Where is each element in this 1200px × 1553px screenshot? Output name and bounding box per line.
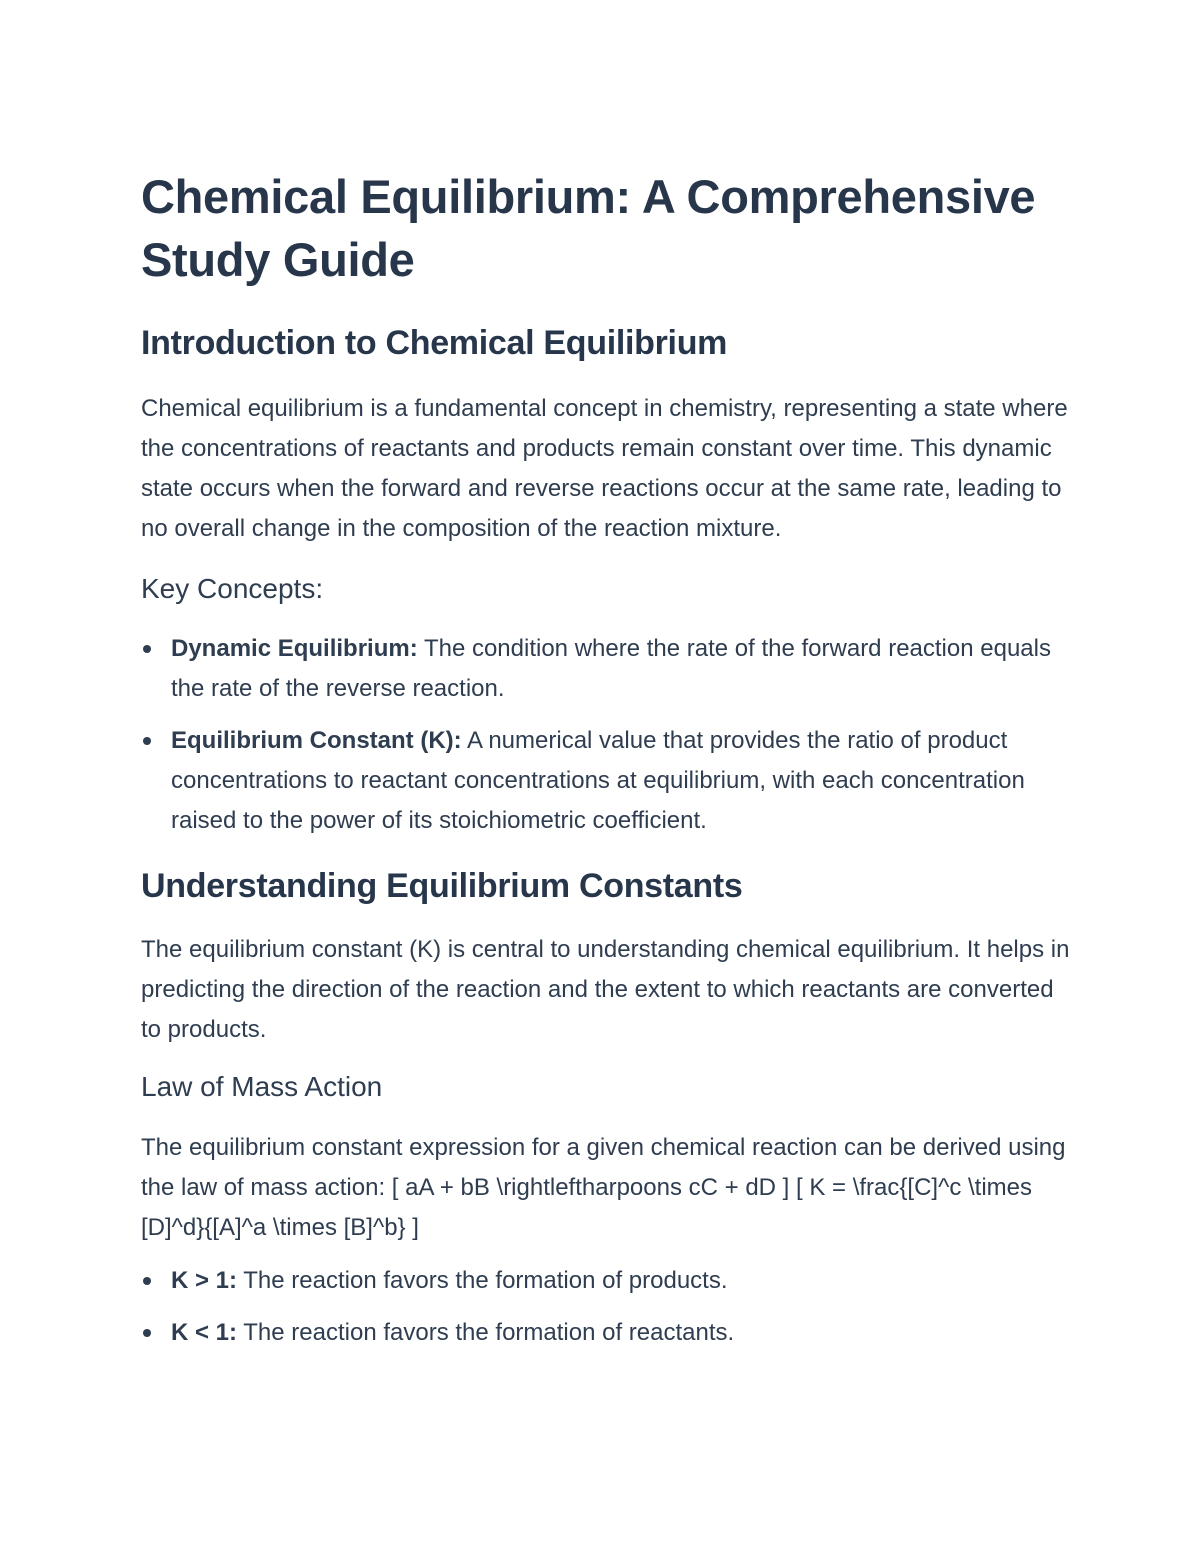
section-heading-introduction: Introduction to Chemical Equilibrium (141, 324, 728, 362)
list-item (141, 629, 1071, 709)
k-value-list (141, 1261, 1071, 1353)
list-item (141, 1313, 1071, 1353)
list-item-text: The reaction favors the formation of products. (237, 1267, 728, 1294)
section-heading-equilibrium-constants: Understanding Equilibrium Constants (141, 867, 743, 905)
subsection-heading-key-concepts: Key Concepts: (141, 573, 324, 604)
bullet-icon (143, 737, 151, 745)
list-item (141, 1261, 1071, 1301)
list-item-term: K < 1: (171, 1319, 238, 1346)
list-item-term: K > 1: (171, 1267, 238, 1294)
introduction-paragraph: Chemical equilibrium is a fundamental concept in chemistry, representing a state where the concentrations of reactants and products remain constant over time. This dynamic state occurs when the forward and reverse reactions occur at the same rate, leading to no overall change in the composition of the reaction mixture. (141, 395, 1068, 542)
subsection-heading-law-of-mass-action: Law of Mass Action (141, 1071, 383, 1102)
list-item (141, 721, 1071, 841)
list-item-text: The reaction favors the formation of reactants. (237, 1319, 735, 1346)
list-item-text: A numerical value that provides the ratio of product concentrations to reactant concentrations at equilibrium, with each concentration raised to the power of its stoichiometric coefficient. (171, 727, 1025, 834)
document-title: Chemical Equilibrium: A Comprehensive Study Guide (141, 170, 1036, 286)
bullet-icon (143, 645, 151, 653)
list-item-term: Dynamic Equilibrium: (171, 635, 418, 662)
key-concepts-list (141, 629, 1071, 841)
list-item-text: The condition where the rate of the forward reaction equals the rate of the reverse reaction. (171, 635, 1051, 702)
bullet-icon (143, 1329, 151, 1337)
list-item-term: Equilibrium Constant (K): (171, 727, 462, 754)
bullet-icon (143, 1277, 151, 1285)
law-of-mass-action-paragraph: The equilibrium constant expression for a given chemical reaction can be derived using the law of mass action: [ aA + bB \rightleftharpoons cC + dD ] [ K = \frac{[C]^c \times [D]^d}{[A]^a \times [B]^b} ] (141, 1134, 1066, 1241)
document-content (141, 165, 1071, 1353)
equilibrium-constants-paragraph: The equilibrium constant (K) is central to understanding chemical equilibrium. It helps in predicting the direction of the reaction and the extent to which reactants are converted to products. (141, 936, 1070, 1043)
